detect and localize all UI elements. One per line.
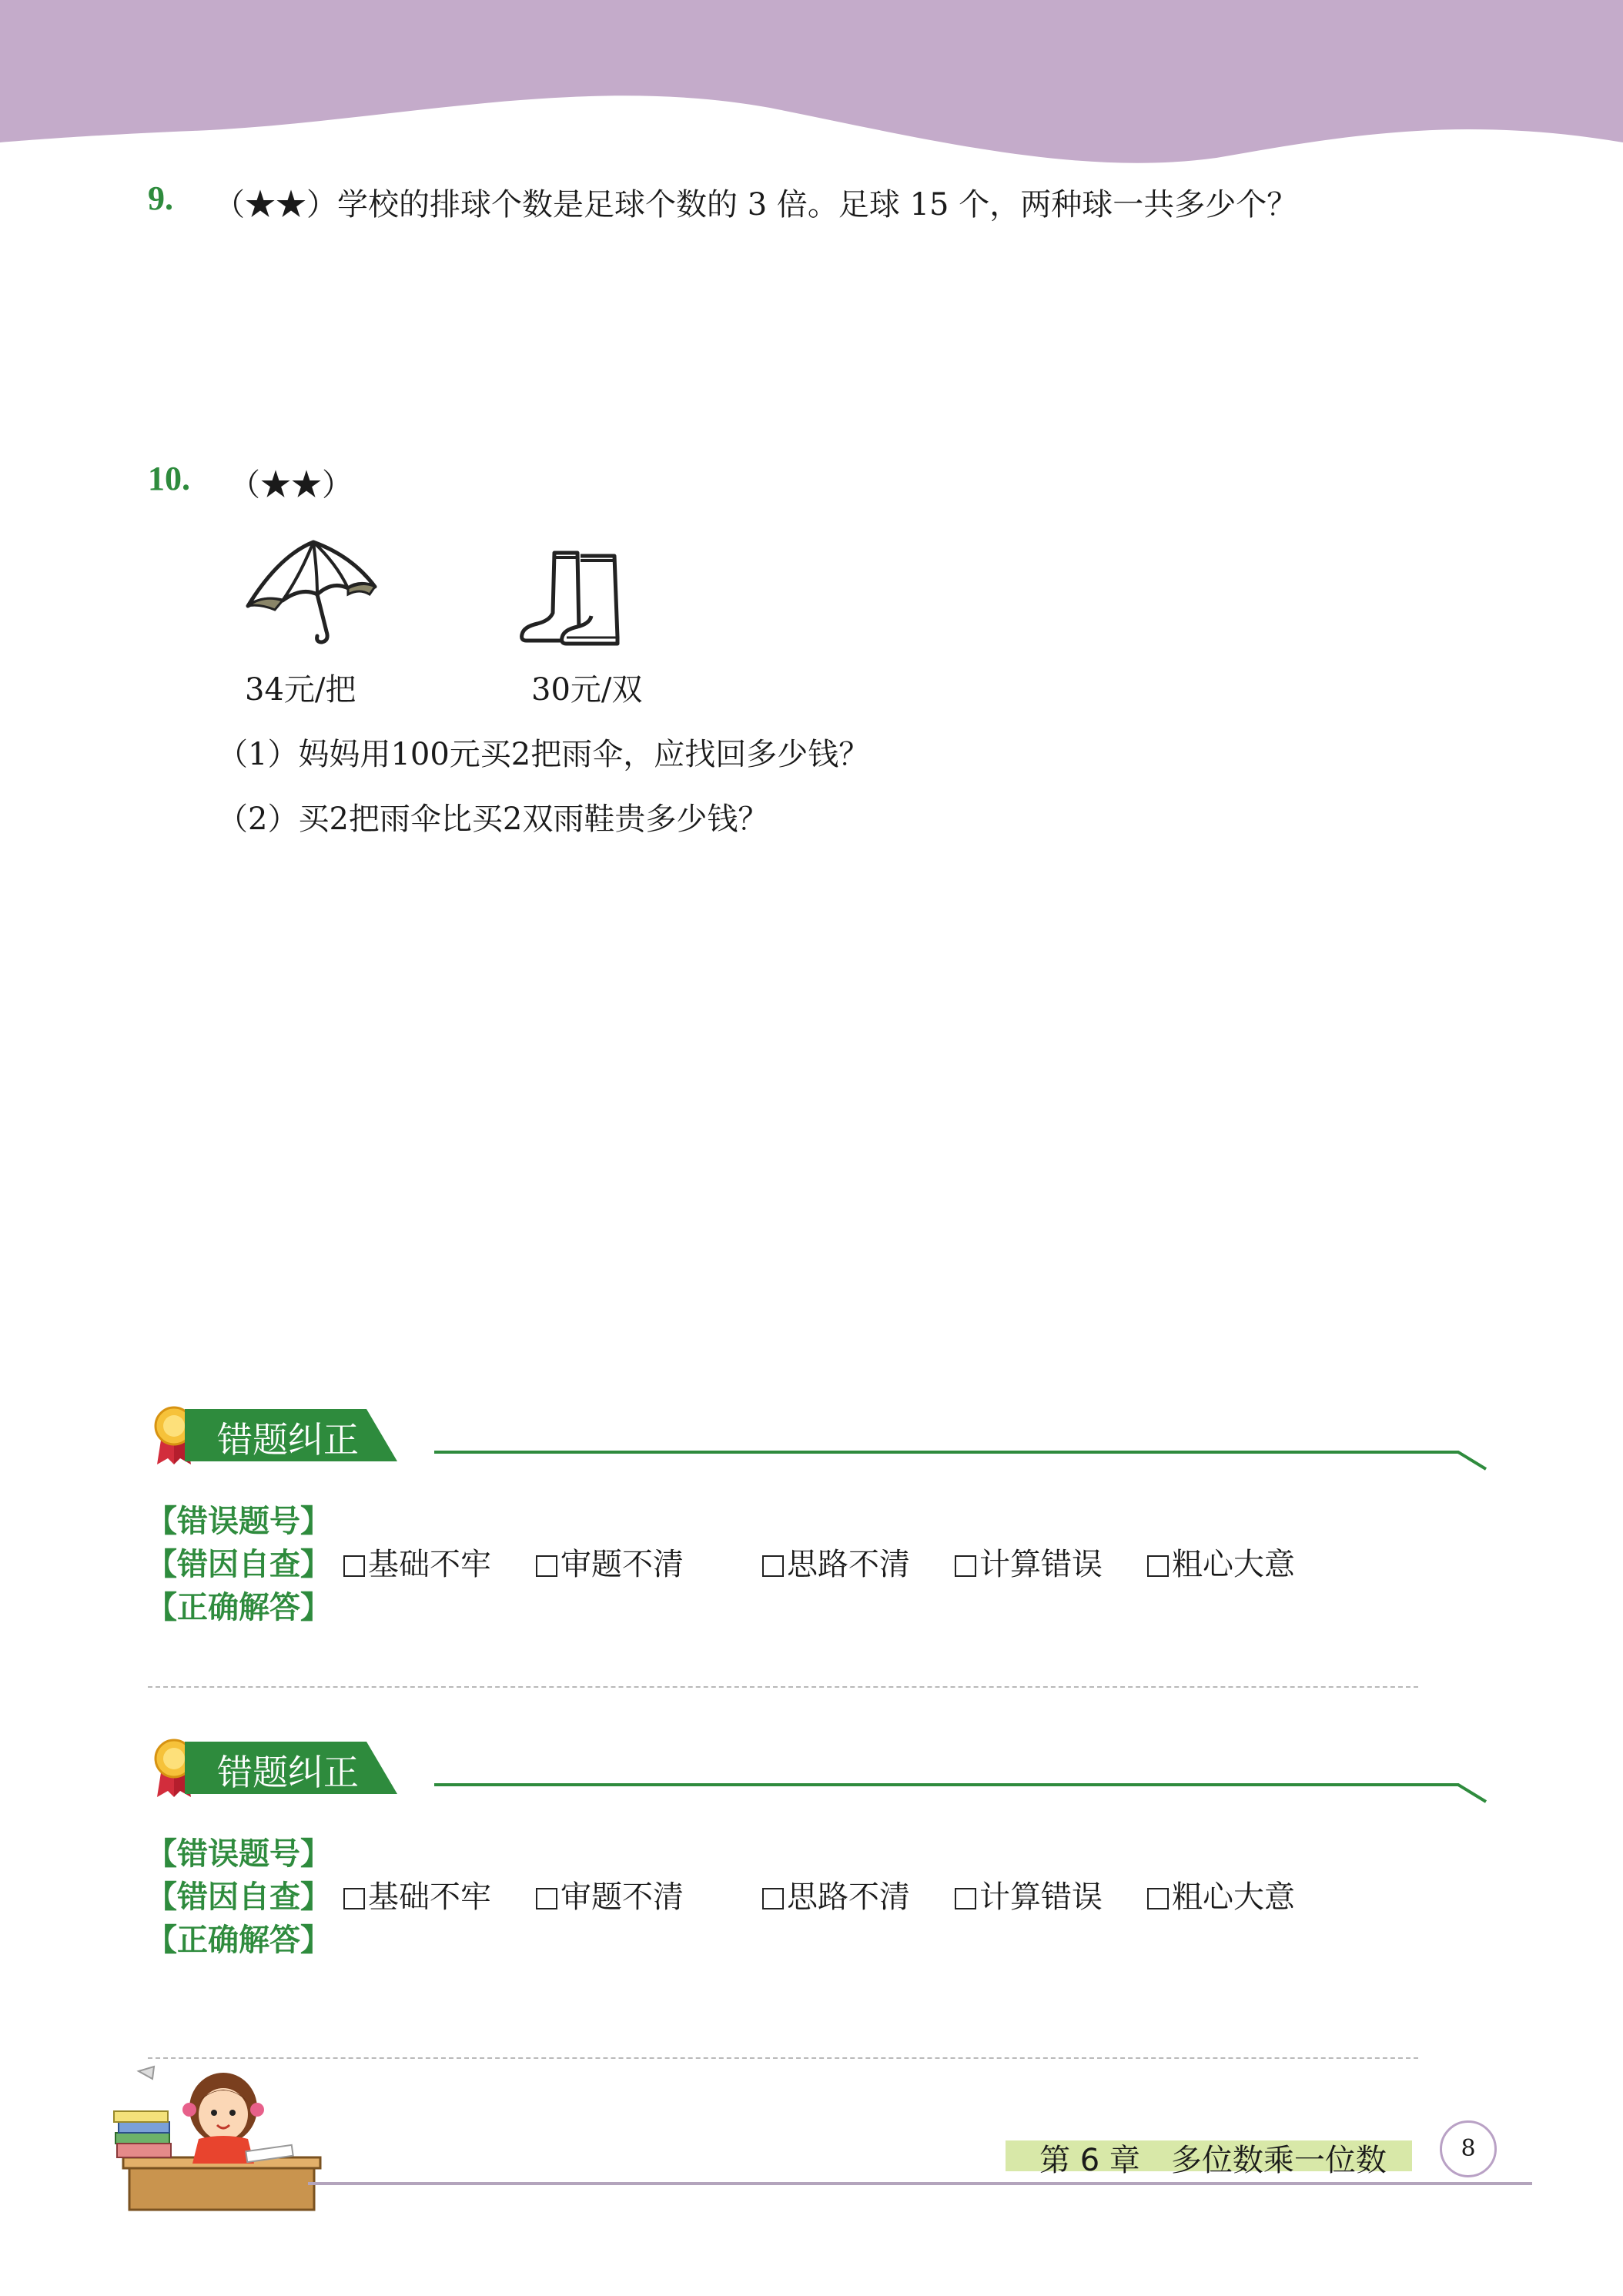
option-label: 计算错误	[979, 1879, 1103, 1915]
option-label: 审题不清	[561, 1547, 684, 1582]
option-calculation-checkbox[interactable]	[955, 1873, 1103, 1916]
correction-title: 错题纠正	[217, 1419, 359, 1461]
checkbox-icon	[536, 1555, 557, 1577]
option-label: 审题不清	[561, 1879, 684, 1915]
question-9-number: 9.	[148, 179, 173, 217]
question-10-sub2: （2）买2把雨伞比买2双雨鞋贵多少钱？	[217, 802, 769, 837]
option-careless-checkbox[interactable]	[1147, 1873, 1295, 1916]
question-10-stars: （★★）	[229, 467, 353, 503]
correction-block-2	[151, 1734, 1491, 1826]
student-girl-illustration-icon	[108, 2048, 323, 2217]
option-label: 计算错误	[979, 1547, 1103, 1582]
page-number: 8	[1440, 2120, 1497, 2177]
option-reading-checkbox[interactable]	[536, 1540, 684, 1584]
checkbox-icon	[955, 1555, 976, 1577]
checkbox-icon	[343, 1555, 365, 1577]
option-label: 粗心大意	[1172, 1547, 1295, 1582]
footer-chapter-title: 第 6 章 多位数乘一位数	[1039, 2143, 1387, 2178]
footer-line	[308, 2182, 1532, 2185]
checkbox-icon	[762, 1888, 784, 1909]
question-10-sub1: （1）妈妈用100元买2把雨伞，应找回多少钱？	[217, 737, 870, 772]
wrong-question-number-label: 【错误题号】	[146, 1836, 331, 1872]
header-wave-banner	[0, 0, 1623, 177]
question-9-text: （★★）学校的排球个数是足球个数的 3 倍。足球 15 个，两种球一共多少个？	[214, 187, 1298, 223]
option-calculation-checkbox[interactable]	[955, 1540, 1103, 1584]
option-label: 思路不清	[787, 1879, 910, 1915]
title-underline	[434, 1446, 1491, 1472]
umbrella-price: 34元/把	[245, 672, 356, 708]
title-underline	[434, 1779, 1491, 1805]
correct-answer-label: 【正确解答】	[146, 1590, 331, 1625]
checkbox-icon	[955, 1888, 976, 1909]
option-label: 基础不牢	[368, 1879, 491, 1915]
correction-block-1	[151, 1401, 1491, 1494]
checkbox-icon	[1147, 1555, 1169, 1577]
option-thinking-checkbox[interactable]	[762, 1873, 910, 1916]
option-reading-checkbox[interactable]	[536, 1873, 684, 1916]
checkbox-icon	[536, 1888, 557, 1909]
wrong-question-number-label: 【错误题号】	[146, 1504, 331, 1539]
question-10-number: 10.	[148, 460, 190, 497]
checkbox-icon	[762, 1555, 784, 1577]
option-label: 基础不牢	[368, 1547, 491, 1582]
error-cause-label: 【错因自查】	[146, 1879, 331, 1915]
rain-boots-icon	[516, 547, 631, 647]
umbrella-icon	[240, 533, 379, 648]
option-label: 思路不清	[787, 1547, 910, 1582]
correct-answer-label: 【正确解答】	[146, 1923, 331, 1958]
checkbox-icon	[1147, 1888, 1169, 1909]
option-thinking-checkbox[interactable]	[762, 1540, 910, 1584]
correction-title: 错题纠正	[217, 1752, 359, 1793]
option-basics-checkbox[interactable]	[343, 1873, 491, 1916]
checkbox-icon	[343, 1888, 365, 1909]
section-divider	[148, 1686, 1418, 1688]
option-careless-checkbox[interactable]	[1147, 1540, 1295, 1584]
section-divider	[148, 2057, 1418, 2059]
boots-price: 30元/双	[531, 672, 643, 708]
option-label: 粗心大意	[1172, 1879, 1295, 1915]
error-cause-label: 【错因自查】	[146, 1547, 331, 1582]
option-basics-checkbox[interactable]	[343, 1540, 491, 1584]
